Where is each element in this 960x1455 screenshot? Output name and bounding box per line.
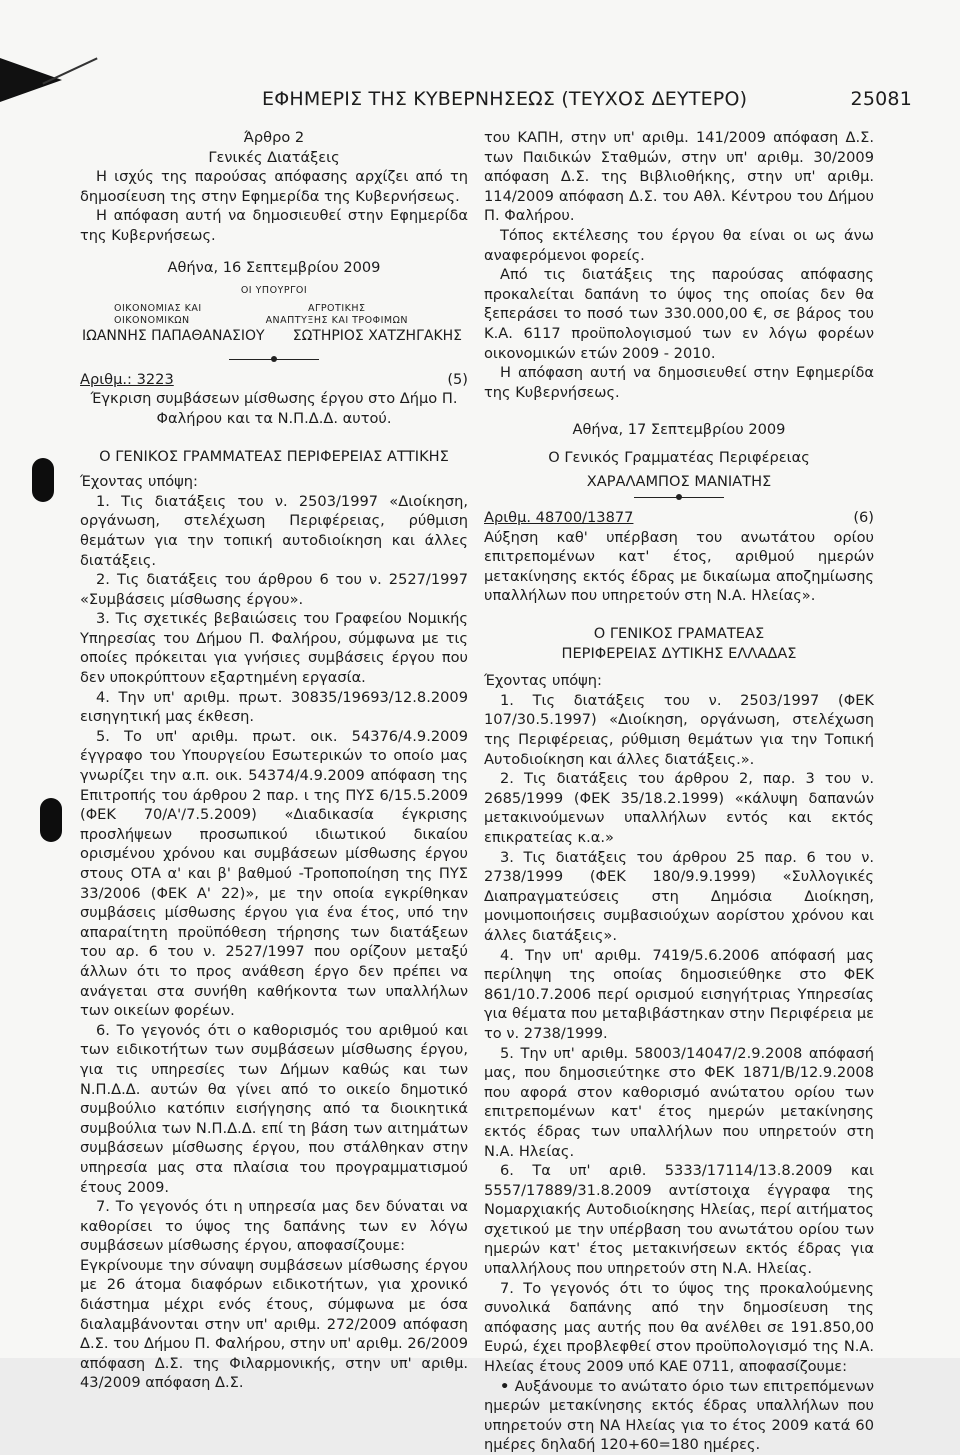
considerant-item: 5. Την υπ' αριθμ. 58003/14047/2.9.2008 απόφασή μας, που δημοσιεύτηκε στο ΦΕΚ 1871/Β/12.9.2008 που αφορά στον καθορισμό ανώτατου ορίου των επιτρεπομένων κατ' έτος ημερών μετακίνησης εκτός έδρας των υπαλλήλων που υπηρετούν στη Ν.Α. Ηλείας. (484, 1044, 874, 1160)
decision5-marker: (5) (447, 370, 468, 388)
considerant-item: 2. Τις διατάξεις του άρθρου 2, παρ. 3 του ν. 2685/1999 (ΦΕΚ 35/18.2.1999) «κάλυψη δαπανών μετακινούμενων υπαλλήλων εντός και εκτός επικρατείας κ.α.» (484, 770, 874, 846)
considerant-item: 3. Τις σχετικές βεβαιώσεις του Γραφείου Νομικής Υπηρεσίας του Δήμου Π. Φαλήρου, σύμφωνα με τις οποίες πρόκειται για γνήσιες συμβάσεις έργου που δεν υποκρύπτουν εξαρτημένη εργασία. (80, 610, 468, 687)
approval-paragraph: Εγκρίνουμε την σύναψη συμβάσεων μίσθωσης έργου με 26 άτομα διαφόρων ειδικοτήτων, για χρονικό διάστημα μέχρι ενός έτους, σύμφωνα με όσα διαλαμβάνονται στην υπ' αριθμ. 272/2009 απόφαση Δ.Σ. του Δήμου Π. Φαλήρου, στην υπ' αριθμ. 26/2009 απόφαση Δ.Σ. της Φιλαρμονικής, στην υπ' αριθμ. 43/2009 απόφαση Δ.Σ. (80, 1256, 468, 1392)
punch-hole-bottom (40, 798, 62, 842)
minister2-title-line: ΑΝΑΠΤΥΞΗΣ ΚΑΙ ΤΡΟΦΙΜΩΝ (265, 315, 408, 327)
gazette-title: ΕΦΗΜΕΡΙΣ ΤΗΣ ΚΥΒΕΡΝΗΣΕΩΣ (ΤΕΥΧΟΣ ΔΕΥΤΕΡΟ) (262, 88, 748, 110)
paragraph: Από τις διατάξεις της παρούσας απόφασης προκαλείται δαπάνη το ύψος της οποίας δεν θα ξεπεράσει το ποσό των 330.000,00 €, σε βάρος του Κ.Α. 6117 προϋπολογισμού των εν λόγω φορέων οικονομικών ετών 2009 - 2010. (484, 266, 874, 362)
decision5-header (80, 370, 468, 390)
section-divider (229, 359, 319, 360)
signature-date: Αθήνα, 16 Σεπτεμβρίου 2009 (167, 258, 381, 276)
right-column (484, 128, 874, 1455)
paragraph: Τόπος εκτέλεσης του έργου θα είναι οι ως άνω αναφερόμενοι φορείς. (484, 226, 874, 264)
article-subtitle: Γενικές Διατάξεις (208, 148, 340, 166)
left-column (80, 128, 468, 1393)
decision-bullet: • Αυξάνουμε το ανώτατο όριο των επιτρεπόμενων ημερών μετακίνησης εκτός έδρας υπαλλήλων που υπηρετούν στη ΝΑ Ηλείας για το έτος 2009 κατά 60 ημέρες δηλαδή 120+60=180 ημέρες. (484, 1377, 874, 1455)
signer-title: Ο Γενικός Γραμματέας Περιφέρειας (548, 448, 810, 466)
ministers-caption: ΟΙ ΥΠΟΥΡΓΟΙ (240, 285, 308, 297)
considerant-item: 4. Την υπ' αριθμ. πρωτ. 30835/19693/12.8.2009 εισηγητική μας έκθεση. (80, 688, 468, 726)
minister1-name: ΙΩΑΝΝΗΣ ΠΑΠΑΘΑΝΑΣΙΟΥ (82, 328, 265, 345)
considerant-item: 7. Το γεγονός ότι η υπηρεσία μας δεν δύναται να καθορίσει το ύψος της δαπάνης των εν λόγω συμβάσεων μίσθωσης έργου, αποφασίζουμε: (80, 1198, 468, 1255)
considerant-item: 1. Τις διατάξεις του ν. 2503/1997 (ΦΕΚ 107/30.5.1997) «Διοίκηση, οργάνωση, στελέχωση της Περιφέρειας, ρύθμιση θεμάτων για την Τοπική Αυτοδιοίκηση και άλλες διατάξεις.». (484, 691, 874, 768)
decision6-title: Αύξηση καθ' υπέρβαση του ανωτάτου ορίου επιτρεπομένων κατ' έτος, αριθμού ημερών μετακίνησης εκτός έδρας με δικαίωμα αποζημίωσης υπαλλήλων που υπηρετούν στη Ν.Α. Ηλείας». (484, 528, 874, 605)
secretary-general-title-line: Ο ΓΕΝΙΚΟΣ ΓΡΑΜΑΤΕΑΣ (593, 625, 765, 643)
minister-names (80, 327, 468, 347)
paragraph: Η απόφαση αυτή να δημοσιευθεί στην Εφημερίδα της Κυβερνήσεως. (80, 207, 468, 244)
minister2-title-line: ΑΓΡΟΤΙΚΗΣ (308, 303, 366, 315)
considerant-item: 6. Το γεγονός ότι ο καθορισμός του αριθμού και των ειδικοτήτων των συμβάσεων μίσθωσης έργου, για τις υπηρεσίες των Δήμων καθώς και των Ν.Π.Δ.Δ. αυτών θα γίνει από το οικείο δημοτικό συμβούλιο κατόπιν εισήγησης από τα διοικητικά συμβούλια των Ν.Π.Δ.Δ. επί τη βάση των αιτημάτων συμβάσεων μίσθωσης έργου, που στάλθηκαν στην υπηρεσία μας στα πλαίσια του προγραμματισμού έτους 2009. (80, 1021, 468, 1196)
considerant-item: 2. Τις διατάξεις του άρθρου 6 του ν. 2527/1997 «Συμβάσεις μίσθωσης έργου». (80, 571, 468, 608)
secretary-general-title: Ο ΓΕΝΙΚΟΣ ΓΡΑΜΜΑΤΕΑΣ ΠΕΡΙΦΕΡΕΙΑΣ ΑΤΤΙΚΗΣ (99, 447, 449, 465)
considerant-item: 1. Τις διατάξεις του ν. 2503/1997 «Διοίκηση, οργάνωση, στελέχωση Περιφέρειας, ρύθμιση θεμάτων για την τοπική αυτοδιοίκηση και άλλες διατάξεις. (80, 492, 468, 569)
ministers-block (80, 285, 468, 327)
article-title: Άρθρο 2 (243, 129, 305, 146)
decision5-title: Έγκριση συμβάσεων μίσθωσης έργου στο Δήμο Π. Φαλήρου και τα Ν.Π.Δ.Δ. αυτού. (90, 390, 458, 427)
minister1-title-line: ΟΙΚΟΝΟΜΙΑΣ ΚΑΙ (114, 303, 202, 315)
having-regard: Έχοντας υπόψη: (80, 473, 198, 491)
signature-date: Αθήνα, 17 Σεπτεμβρίου 2009 (572, 421, 786, 439)
having-regard: Έχοντας υπόψη: (484, 672, 602, 690)
considerant-item: 3. Τις διατάξεις του άρθρου 25 παρ. 6 του ν. 2738/1999 (ΦΕΚ 180/9.9.1999) «Συλλογικές Διαπραγματεύσεις στη Δημόσια Διοίκηση, μονιμοποιήσεις συμβασιούχων αορίστου χρόνου και άλλες διατάξεις». (484, 848, 874, 944)
considerant-item: 7. Το γεγονός ότι το ύψος της προκαλούμενης συνολικά δαπάνης από την δημοσίευση της απόφασης μας αυτής που θα ανέλθει σε 191.850,00 Ευρώ, έχει προβλεφθεί στον προϋπολογισμό της Ν.Α. Ηλείας έτους 2009 υπό ΚΑΕ 0711, αποφασίζουμε: (484, 1279, 874, 1376)
minister2-title (266, 303, 408, 327)
decision6-number: Αριθμ. 48700/13877 (484, 509, 634, 527)
punch-hole-top (32, 458, 54, 502)
considerant-item: 6. Τα υπ' αριθ. 5333/17114/13.8.2009 και 5557/17889/31.8.2009 αντίστοιχα έγγραφα της Νομαρχιακής Αυτοδιοίκησης Ηλείας, περί αιτήματος σχετικού με την υπέρβαση του ανωτάτου ορίου των ημερών κατ' έτος μετακινήσεων εκτός έδρας για υπαλλήλους που υπηρετούν στη Ν.Α. Ηλείας. (484, 1162, 874, 1278)
page-number: 25081 (850, 88, 912, 110)
minister1-title (114, 303, 202, 327)
decision6-marker: (6) (853, 509, 874, 527)
decision5-number: Αριθμ.: 3223 (80, 370, 174, 388)
considerant-item: 5. Το υπ' αριθμ. πρωτ. οικ. 54376/4.9.2009 έγγραφο του Υπουργείου Εσωτερικών το οποίο μας γνωρίζει την α.π. οικ. 54374/4.9.2009 απόφαση της Επιτροπής του άρθρου 2 παρ. ι της ΠΥΣ 6/15.5.2009 (ΦΕΚ 70/Α'/7.5.2009) «Διαδικασία έγκρισης προσλήψεων προσωπικού ιδιωτικού δικαίου ορισμένου χρόνου και συμβάσεων μίσθωσης έργου στους ΟΤΑ α' και β' βαθμού -Τροποποίηση της ΠΥΣ 33/2006 (ΦΕΚ Α' 22)», με την οποία εγκρίθηκαν συμβάσεις μίσθωσης έργου για ένα έτος, υπό την απαραίτητη προϋπόθεση τήρησης των διατάξεων του αρ. 6 του ν. 2527/1997 που ορίζουν μεταξύ άλλων ότι το προς ανάθεση έργο δεν πρέπει να ανάγεται στα συνήθη καθήκοντα των υπαλλήλων των οικείων φορέων. (80, 727, 468, 1020)
decision6-header (484, 508, 874, 528)
paragraph: του ΚΑΠΗ, στην υπ' αριθμ. 141/2009 απόφαση Δ.Σ. των Παιδικών Σταθμών, στην υπ' αριθμ. 30/2009 απόφαση Δ.Σ. της Βιβλιοθήκης, στην υπ' αριθμ. 114/2009 απόφαση Δ.Σ. του Αθλ. Κέντρου του Δήμου Π. Φαλήρου. (484, 129, 874, 225)
section-divider (634, 497, 724, 498)
paragraph: Η ισχύς της παρούσας απόφασης αρχίζει από τη δημοσίευση της στην Εφημερίδα της Κυβερνήσεως. (80, 168, 468, 205)
minister2-name: ΣΩΤΗΡΙΟΣ ΧΑΤΖΗΓΑΚΗΣ (292, 328, 462, 345)
page-header (262, 88, 912, 110)
signer-name: ΧΑΡΑΛΑΜΠΟΣ ΜΑΝΙΑΤΗΣ (586, 472, 772, 490)
paragraph: Η απόφαση αυτή να δημοσιευθεί στην Εφημερίδα της Κυβερνήσεως. (484, 364, 874, 401)
minister1-title-line: ΟΙΚΟΝΟΜΙΚΩΝ (114, 315, 190, 327)
secretary-general-title-line: ΠΕΡΙΦΕΡΕΙΑΣ ΔΥΤΙΚΗΣ ΕΛΛΑΔΑΣ (561, 644, 797, 662)
considerant-item: 4. Την υπ' αριθμ. 7419/5.6.2006 απόφασή μας περίληψη της οποίας δημοσιεύθηκε στο ΦΕΚ 861/10.7.2006 περί ορισμού εισηγήτριας Υπηρεσίας για θέματα που μεταβιβάστηκαν στην Περιφέρεια με το ν. 2738/1999. (484, 946, 874, 1042)
